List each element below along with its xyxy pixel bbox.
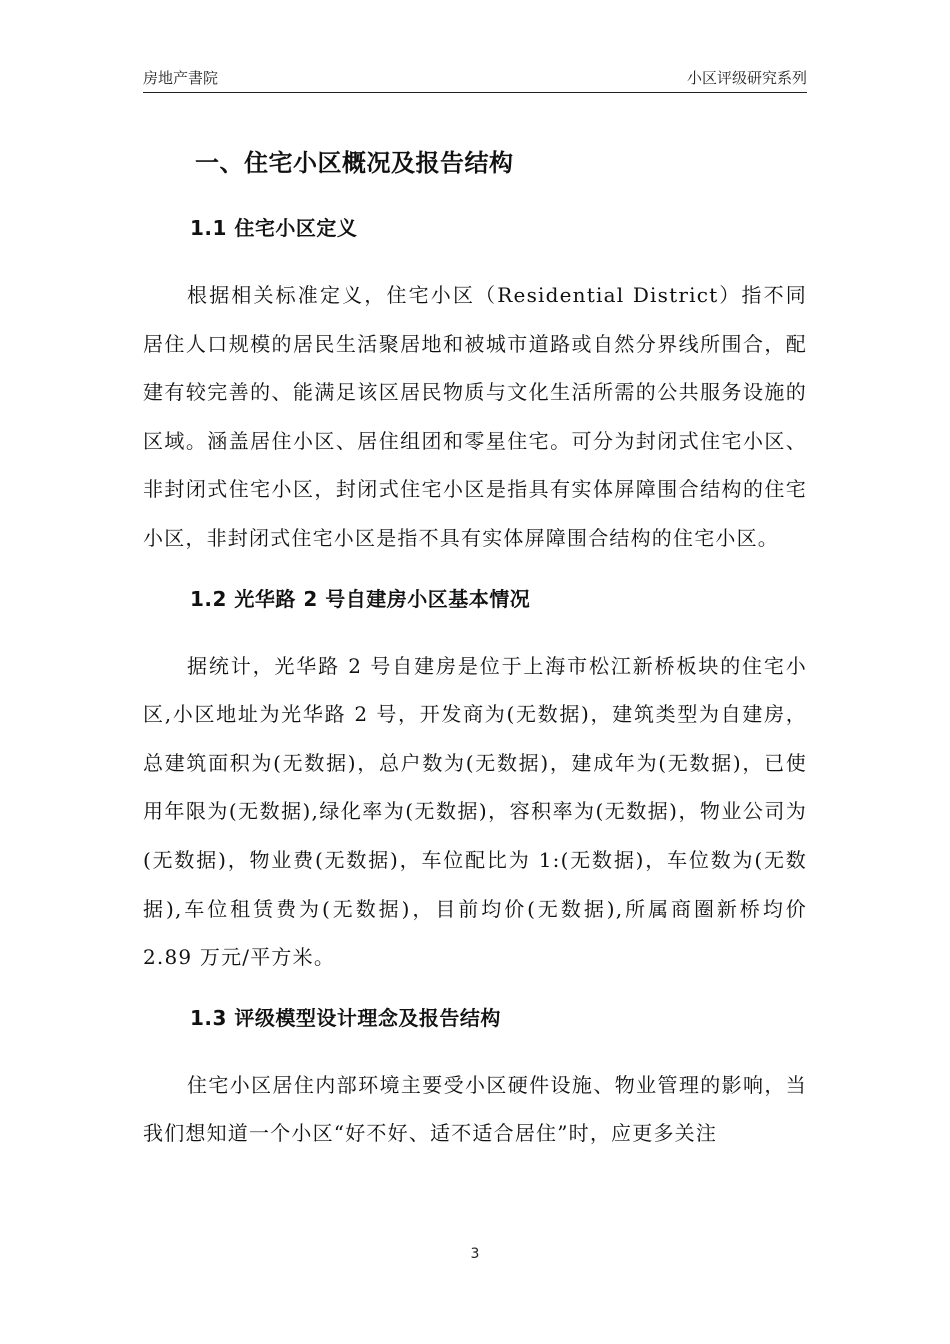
paragraph-basic-info: 据统计，光华路 2 号自建房是位于上海市松江新桥板块的住宅小区,小区地址为光华路 2 号，开发商为(无数据)，建筑类型为自建房，总建筑面积为(无数据)，总户数为(无数据)，建成年为(无数据)，已使用年限为(无数据),绿化率为(无数据)，容积率为(无数据)，物业公司为(无数据)，物业费(无数据)，车位配比为 1:(无数据)，车位数为(无数据),车位租赁费为(无数据)，目前均价(无数据),所属商圈新桥均价 2.89 万元/平方米。 bbox=[143, 653, 807, 970]
header-publisher: 房地产書院 bbox=[143, 69, 219, 87]
page-header bbox=[143, 62, 807, 93]
page-number: 3 bbox=[470, 1246, 480, 1262]
paragraph-definition: 根据相关标准定义，住宅小区（Residential District）指不同居住人口规模的居民生活聚居地和被城市道路或自然分界线所围合，配建有较完善的、能满足该区居民物质与文化生活所需的公共服务设施的区域。涵盖居住小区、居住组团和零星住宅。可分为封闭式住宅小区、非封闭式住宅小区，封闭式住宅小区是指具有实体屏障围合结构的住宅小区，非封闭式住宅小区是指不具有实体屏障围合结构的住宅小区。 bbox=[143, 283, 807, 550]
subsection-title-1-1: 1.1 住宅小区定义 bbox=[190, 216, 358, 240]
header-series-title: 小区评级研究系列 bbox=[686, 69, 807, 87]
section-title: 一、住宅小区概况及报告结构 bbox=[195, 149, 514, 177]
paragraph-model-design: 住宅小区居住内部环境主要受小区硬件设施、物业管理的影响，当我们想知道一个小区“好不好、适不适合居住”时，应更多关注 bbox=[143, 1072, 807, 1146]
subsection-title-1-3: 1.3 评级模型设计理念及报告结构 bbox=[190, 1005, 501, 1030]
subsection-title-1-2: 1.2 光华路 2 号自建房小区基本情况 bbox=[190, 586, 531, 611]
document-body bbox=[143, 140, 807, 1158]
